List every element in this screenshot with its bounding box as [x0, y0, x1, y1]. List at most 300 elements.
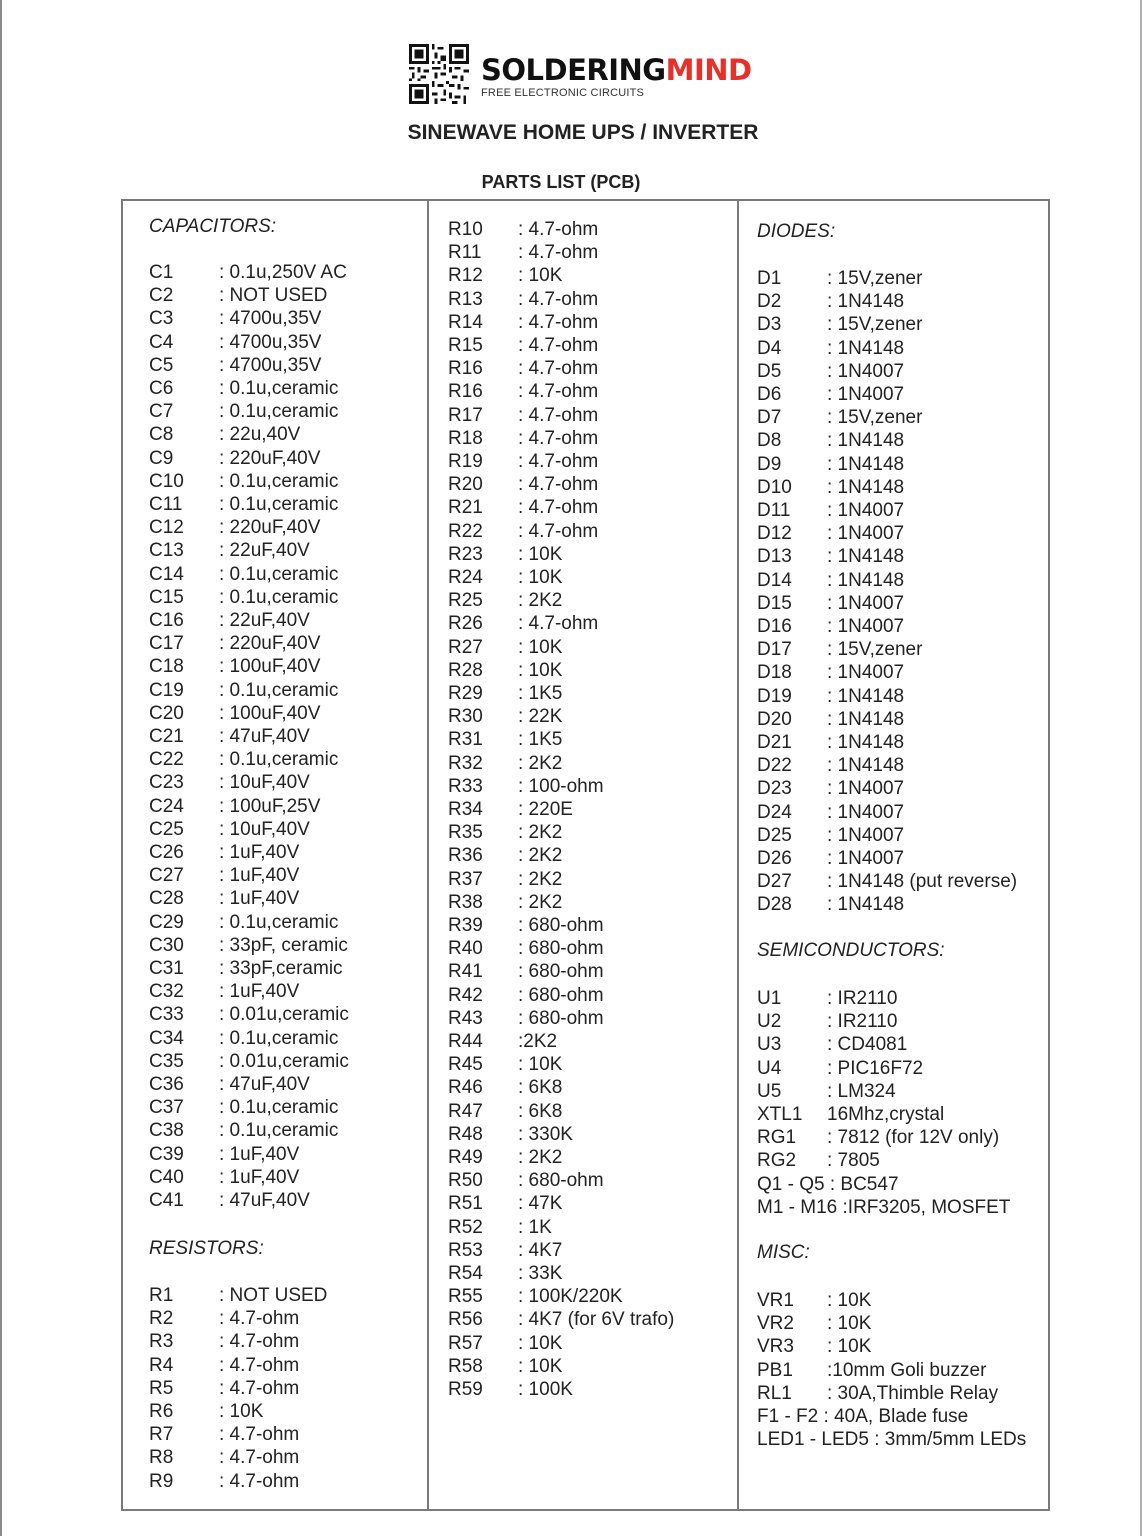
- part-ref: R33: [448, 775, 483, 797]
- section-title-capacitors: CAPACITORS:: [149, 216, 277, 237]
- part-value: : 4.7-ohm: [518, 451, 599, 472]
- part-value: : 0.1u,ceramic: [219, 401, 339, 423]
- part-ref: R57: [448, 1332, 483, 1354]
- part-value: : 1N4007: [827, 500, 905, 521]
- part-ref: VR2: [757, 1313, 794, 1335]
- part-row: LED1 - LED5 : 3mm/5mm LEDs: [757, 1429, 1027, 1451]
- part-value: : 1N4148: [827, 476, 905, 498]
- part-ref: D14: [757, 569, 792, 591]
- part-ref: C35: [149, 1050, 184, 1072]
- part-value: : 10K: [518, 1355, 563, 1377]
- part-ref: D10: [757, 476, 792, 498]
- part-value: : 4.7-ohm: [518, 474, 599, 496]
- part-value: : 1N4148 (put reverse): [827, 871, 1018, 893]
- part-value: : 1N4148: [827, 755, 905, 777]
- part-value: : 33K: [518, 1263, 563, 1284]
- part-value: : CD4081: [827, 1034, 908, 1056]
- part-value: : 1N4148: [827, 291, 905, 313]
- part-ref: R42: [448, 984, 483, 1006]
- part-ref: C21: [149, 726, 184, 747]
- part-value: : 680-ohm: [518, 915, 604, 936]
- part-ref: R1: [149, 1285, 174, 1306]
- part-value: : 10uF,40V: [219, 818, 310, 840]
- part-value: : 1N4148: [827, 732, 905, 753]
- brand-name-part1: SOLDERING: [481, 53, 666, 87]
- part-ref: R4: [149, 1354, 174, 1376]
- part-value: : 680-ohm: [518, 938, 604, 960]
- part-value: : 0.1u,ceramic: [219, 1097, 339, 1119]
- part-ref: R48: [448, 1123, 483, 1145]
- part-ref: R55: [448, 1286, 483, 1308]
- part-ref: R9: [149, 1470, 174, 1492]
- part-ref: C3: [149, 308, 174, 330]
- part-value: : 1N4148: [827, 337, 905, 359]
- part-value: : 10K: [219, 1401, 264, 1422]
- part-value: :2K2: [518, 1031, 558, 1052]
- brand-name-part2: MIND: [665, 53, 752, 87]
- part-value: : 0.1u,250V AC: [219, 262, 347, 283]
- part-value: : NOT USED: [219, 1285, 328, 1306]
- part-value: : 47K: [518, 1193, 563, 1215]
- part-ref: R15: [448, 335, 483, 356]
- part-ref: U2: [757, 1011, 782, 1033]
- part-row: M1 - M16 :IRF3205, MOSFET: [757, 1196, 1011, 1218]
- part-ref: R30: [448, 706, 483, 728]
- part-value: : 10K: [518, 1054, 563, 1076]
- part-ref: D18: [757, 662, 792, 684]
- part-value: : 100K: [518, 1379, 573, 1400]
- part-value: : 1K5: [518, 683, 563, 704]
- part-ref: C16: [149, 610, 184, 631]
- part-value: : 4.7-ohm: [219, 1424, 300, 1446]
- part-ref: D11: [757, 500, 791, 521]
- part-ref: D19: [757, 685, 792, 707]
- part-value: : 7805: [827, 1150, 880, 1172]
- part-ref: R53: [448, 1239, 483, 1261]
- part-ref: XTL1: [757, 1104, 803, 1125]
- part-value: : 220E: [518, 799, 573, 820]
- part-value: : 1uF,40V: [219, 981, 300, 1003]
- part-ref: PB1: [757, 1359, 793, 1381]
- part-ref: R26: [448, 613, 483, 635]
- part-row: F1 - F2 : 40A, Blade fuse: [757, 1406, 969, 1427]
- part-ref: R29: [448, 683, 483, 704]
- part-ref: RL1: [757, 1382, 792, 1404]
- part-ref: RG1: [757, 1127, 797, 1149]
- part-value: : 1N4007: [827, 848, 905, 869]
- part-ref: C13: [149, 540, 184, 562]
- part-value: : 0.1u,ceramic: [219, 586, 339, 608]
- part-value: : 4K7 (for 6V trafo): [518, 1309, 675, 1331]
- section-title-resistors: RESISTORS:: [149, 1238, 264, 1259]
- part-value: : 4.7-ohm: [518, 613, 599, 635]
- part-value: : 10K: [518, 1332, 563, 1354]
- part-value: : 0.01u,ceramic: [219, 1004, 349, 1026]
- part-value: : 4.7-ohm: [518, 335, 599, 356]
- part-ref: C12: [149, 517, 184, 539]
- part-ref: C28: [149, 888, 184, 910]
- part-ref: R36: [448, 845, 483, 867]
- part-value: : 22uF,40V: [219, 540, 310, 562]
- part-ref: R51: [448, 1193, 483, 1215]
- qr-code-icon: [409, 44, 469, 104]
- part-value: : 1N4148: [827, 894, 905, 916]
- part-ref: R39: [448, 915, 483, 936]
- part-ref: R8: [149, 1447, 174, 1469]
- part-value: : 220uF,40V: [219, 633, 321, 655]
- part-value: : 680-ohm: [518, 1007, 604, 1029]
- part-value: : 30A,Thimble Relay: [827, 1382, 999, 1404]
- part-value: : 0.1u,ceramic: [219, 911, 339, 933]
- part-ref: C7: [149, 401, 174, 423]
- part-value: : 10K: [518, 636, 563, 658]
- part-value: : 4K7: [518, 1239, 563, 1261]
- part-ref: D16: [757, 616, 792, 637]
- part-value: : 10K: [518, 659, 563, 681]
- part-ref: R47: [448, 1100, 483, 1122]
- part-ref: C10: [149, 470, 184, 492]
- part-value: : 4700u,35V: [219, 331, 322, 353]
- part-value: : 1N4007: [827, 801, 905, 823]
- part-ref: C1: [149, 262, 174, 283]
- part-ref: D22: [757, 755, 792, 777]
- part-value: : 0.1u,ceramic: [219, 470, 339, 492]
- part-value: : 1N4007: [827, 384, 905, 405]
- part-ref: R41: [448, 961, 483, 983]
- part-value: : 680-ohm: [518, 1170, 604, 1192]
- part-value: : 100-ohm: [518, 775, 604, 797]
- part-value: : 2K2: [518, 1147, 563, 1168]
- part-ref: C24: [149, 795, 184, 817]
- page-edge: [0, 0, 2, 1536]
- part-ref: C36: [149, 1074, 184, 1095]
- part-ref: C29: [149, 911, 184, 933]
- part-value: : 1uF,40V: [219, 842, 300, 863]
- part-value: : 1N4007: [827, 592, 905, 614]
- part-value: : 0.01u,ceramic: [219, 1050, 349, 1072]
- part-value: : 4.7-ohm: [219, 1308, 300, 1330]
- part-value: : 1N4148: [827, 546, 905, 568]
- logo: [409, 44, 752, 106]
- brand-tagline: FREE ELECTRONIC CIRCUITS: [481, 87, 645, 99]
- part-value: : 1N4148: [827, 708, 905, 730]
- part-ref: RG2: [757, 1150, 797, 1172]
- part-ref: R34: [448, 799, 483, 820]
- part-ref: D15: [757, 592, 792, 614]
- part-value: : 2K2: [518, 590, 563, 612]
- part-value: : 1N4148: [827, 685, 905, 707]
- brand-name: [481, 55, 752, 85]
- part-ref: C27: [149, 865, 184, 887]
- part-ref: R56: [448, 1309, 483, 1331]
- part-value: : 4.7-ohm: [219, 1331, 300, 1353]
- parts-table: [121, 199, 1050, 1511]
- part-value: : 10K: [827, 1290, 872, 1311]
- part-value: : 1N4007: [827, 523, 905, 545]
- part-value: : 680-ohm: [518, 961, 604, 983]
- section-title-diodes: DIODES:: [757, 221, 836, 242]
- part-value: : 47uF,40V: [219, 726, 310, 747]
- part-value: : 10K: [518, 265, 563, 287]
- part-value: : 4.7-ohm: [219, 1354, 300, 1376]
- part-ref: R3: [149, 1331, 174, 1353]
- part-value: : 4.7-ohm: [518, 427, 599, 449]
- part-ref: D25: [757, 824, 792, 846]
- part-ref: U4: [757, 1057, 782, 1079]
- document-subtitle: PARTS LIST (PCB): [481, 172, 641, 192]
- part-value: : 100uF,25V: [219, 795, 321, 817]
- part-ref: C14: [149, 563, 184, 585]
- part-value: :10mm Goli buzzer: [827, 1359, 987, 1381]
- part-ref: VR1: [757, 1290, 794, 1311]
- part-value: : 1uF,40V: [219, 1166, 300, 1188]
- part-ref: R22: [448, 520, 483, 542]
- part-ref: D8: [757, 430, 782, 452]
- part-ref: U5: [757, 1080, 782, 1102]
- part-value: : 4.7-ohm: [518, 520, 599, 542]
- part-value: : 0.1u,ceramic: [219, 494, 339, 515]
- part-value: : 4.7-ohm: [518, 381, 599, 403]
- part-row: Q1 - Q5 : BC547: [757, 1173, 899, 1195]
- part-value: : 33pF, ceramic: [219, 934, 348, 956]
- section-title-misc: MISC:: [757, 1242, 810, 1263]
- part-ref: C9: [149, 447, 174, 469]
- part-ref: C40: [149, 1166, 184, 1188]
- part-ref: C8: [149, 424, 174, 446]
- part-value: : 15V,zener: [827, 639, 923, 661]
- part-value: : 1K5: [518, 729, 563, 751]
- part-value: : 1N4007: [827, 824, 905, 846]
- part-value: : 10K: [827, 1313, 872, 1335]
- part-value: : 0.1u,ceramic: [219, 1027, 339, 1049]
- part-ref: C41: [149, 1190, 184, 1211]
- part-ref: R32: [448, 752, 483, 774]
- part-value: : 4.7-ohm: [219, 1377, 300, 1399]
- part-value: : IR2110: [827, 1011, 898, 1033]
- part-value: : 4.7-ohm: [518, 404, 599, 426]
- part-ref: D21: [757, 732, 792, 753]
- part-ref: D26: [757, 848, 792, 869]
- part-ref: C31: [149, 958, 184, 979]
- part-value: : 1uF,40V: [219, 865, 300, 887]
- part-ref: R20: [448, 474, 483, 496]
- part-ref: D12: [757, 523, 792, 545]
- part-ref: D9: [757, 453, 782, 475]
- part-ref: C15: [149, 586, 184, 608]
- part-value: : 100uF,40V: [219, 702, 321, 724]
- part-ref: C17: [149, 633, 184, 655]
- part-value: : 1N4148: [827, 430, 905, 452]
- column-divider: [427, 201, 429, 1509]
- part-ref: R59: [448, 1379, 483, 1400]
- part-ref: C18: [149, 656, 184, 678]
- part-value: : 2K2: [518, 845, 563, 867]
- part-ref: R16: [448, 381, 483, 403]
- part-ref: D1: [757, 268, 782, 289]
- part-value: : 4.7-ohm: [518, 358, 599, 380]
- part-value: : 100K/220K: [518, 1286, 623, 1308]
- part-value: : 0.1u,ceramic: [219, 1120, 339, 1142]
- part-value: : 1uF,40V: [219, 888, 300, 910]
- part-ref: R31: [448, 729, 483, 751]
- part-ref: R27: [448, 636, 483, 658]
- part-ref: U1: [757, 988, 782, 1009]
- part-ref: R23: [448, 543, 483, 565]
- part-value: : 0.1u,ceramic: [219, 749, 339, 771]
- part-ref: R38: [448, 891, 483, 913]
- part-value: : 2K2: [518, 822, 563, 844]
- part-ref: R11: [448, 242, 482, 264]
- part-ref: R13: [448, 288, 483, 310]
- part-ref: R50: [448, 1170, 483, 1192]
- part-ref: D13: [757, 546, 792, 568]
- column-divider: [737, 201, 739, 1509]
- part-value: : 1N4007: [827, 360, 905, 382]
- part-ref: C32: [149, 981, 184, 1003]
- part-value: : 6K8: [518, 1100, 563, 1122]
- part-value: : 2K2: [518, 891, 563, 913]
- part-ref: R16: [448, 358, 483, 380]
- part-ref: D5: [757, 360, 782, 382]
- part-ref: R21: [448, 497, 483, 519]
- part-ref: R40: [448, 938, 483, 960]
- part-value: : 100uF,40V: [219, 656, 321, 678]
- part-ref: R58: [448, 1355, 483, 1377]
- part-ref: R18: [448, 427, 483, 449]
- part-ref: U3: [757, 1034, 782, 1056]
- part-value: : 1N4007: [827, 616, 905, 637]
- part-ref: C22: [149, 749, 184, 771]
- part-value: : 10K: [518, 543, 563, 565]
- part-value: : 220uF,40V: [219, 517, 321, 539]
- part-ref: R46: [448, 1077, 483, 1099]
- part-ref: C6: [149, 378, 174, 399]
- part-value: 16Mhz,crystal: [827, 1104, 945, 1125]
- part-ref: D28: [757, 894, 792, 916]
- section-title-semiconductors: SEMICONDUCTORS:: [757, 940, 945, 961]
- document-title: SINEWAVE HOME UPS / INVERTER: [407, 121, 759, 144]
- part-ref: C19: [149, 679, 184, 701]
- part-ref: C26: [149, 842, 184, 863]
- part-value: : 4.7-ohm: [518, 219, 599, 240]
- part-ref: C33: [149, 1004, 184, 1026]
- part-ref: C2: [149, 285, 174, 307]
- part-value: : 10uF,40V: [219, 772, 310, 794]
- part-value: : 15V,zener: [827, 407, 923, 429]
- part-ref: C4: [149, 331, 174, 353]
- part-value: : 1N4148: [827, 453, 905, 475]
- part-value: : 1N4148: [827, 569, 905, 591]
- part-value: : 1N4007: [827, 662, 905, 684]
- part-ref: R35: [448, 822, 483, 844]
- part-ref: R37: [448, 868, 483, 890]
- part-ref: C39: [149, 1143, 184, 1165]
- part-value: : 4700u,35V: [219, 354, 322, 376]
- part-ref: C30: [149, 934, 184, 956]
- part-value: : PIC16F72: [827, 1057, 924, 1079]
- part-ref: D7: [757, 407, 782, 429]
- part-value: : 680-ohm: [518, 984, 604, 1006]
- part-value: : NOT USED: [219, 285, 328, 307]
- part-ref: D3: [757, 314, 782, 336]
- part-value: : 22K: [518, 706, 563, 728]
- part-value: : 4.7-ohm: [219, 1447, 300, 1469]
- part-ref: D2: [757, 291, 782, 313]
- part-ref: R17: [448, 404, 483, 426]
- part-value: : 2K2: [518, 752, 563, 774]
- part-ref: R52: [448, 1216, 483, 1238]
- part-value: : 4.7-ohm: [518, 242, 599, 264]
- part-ref: D23: [757, 778, 792, 800]
- part-value: : 1uF,40V: [219, 1143, 300, 1165]
- part-ref: R28: [448, 659, 483, 681]
- part-ref: R19: [448, 451, 483, 472]
- part-value: : 7812 (for 12V only): [827, 1127, 1000, 1149]
- part-ref: C37: [149, 1097, 184, 1119]
- part-value: : 0.1u,ceramic: [219, 378, 339, 399]
- part-value: : 4700u,35V: [219, 308, 322, 330]
- part-ref: C23: [149, 772, 184, 794]
- part-value: : 22u,40V: [219, 424, 301, 446]
- part-value: : 6K8: [518, 1077, 563, 1099]
- part-ref: R54: [448, 1263, 483, 1284]
- part-value: : 4.7-ohm: [518, 311, 599, 333]
- part-value: : 4.7-ohm: [518, 288, 599, 310]
- part-ref: R43: [448, 1007, 483, 1029]
- part-ref: R24: [448, 567, 483, 588]
- part-value: : 33pF,ceramic: [219, 958, 343, 979]
- part-ref: VR3: [757, 1336, 794, 1358]
- part-ref: R2: [149, 1308, 174, 1330]
- part-value: : 330K: [518, 1123, 573, 1145]
- part-ref: R5: [149, 1377, 174, 1399]
- part-value: : LM324: [827, 1080, 896, 1102]
- part-ref: R45: [448, 1054, 483, 1076]
- part-value: : 4.7-ohm: [219, 1470, 300, 1492]
- part-value: : 22uF,40V: [219, 610, 310, 631]
- part-ref: D6: [757, 384, 782, 405]
- part-ref: R14: [448, 311, 483, 333]
- part-ref: C25: [149, 818, 184, 840]
- part-value: : 0.1u,ceramic: [219, 563, 339, 585]
- part-value: : IR2110: [827, 988, 898, 1009]
- part-ref: C34: [149, 1027, 184, 1049]
- part-value: : 1K: [518, 1216, 552, 1238]
- brand: [481, 55, 752, 99]
- part-value: : 47uF,40V: [219, 1190, 310, 1211]
- part-ref: D27: [757, 871, 792, 893]
- part-value: : 220uF,40V: [219, 447, 321, 469]
- part-value: : 1N4007: [827, 778, 905, 800]
- part-ref: C20: [149, 702, 184, 724]
- part-ref: R25: [448, 590, 483, 612]
- part-ref: R49: [448, 1147, 483, 1168]
- part-ref: D20: [757, 708, 792, 730]
- part-value: : 0.1u,ceramic: [219, 679, 339, 701]
- part-value: : 10K: [827, 1336, 872, 1358]
- part-ref: R6: [149, 1401, 174, 1422]
- part-ref: D24: [757, 801, 792, 823]
- part-ref: R44: [448, 1031, 483, 1052]
- part-ref: C11: [149, 494, 183, 515]
- part-ref: R10: [448, 219, 483, 240]
- part-value: : 4.7-ohm: [518, 497, 599, 519]
- part-ref: R12: [448, 265, 483, 287]
- part-value: : 15V,zener: [827, 314, 923, 336]
- part-value: : 10K: [518, 567, 563, 588]
- part-ref: C38: [149, 1120, 184, 1142]
- part-ref: R7: [149, 1424, 174, 1446]
